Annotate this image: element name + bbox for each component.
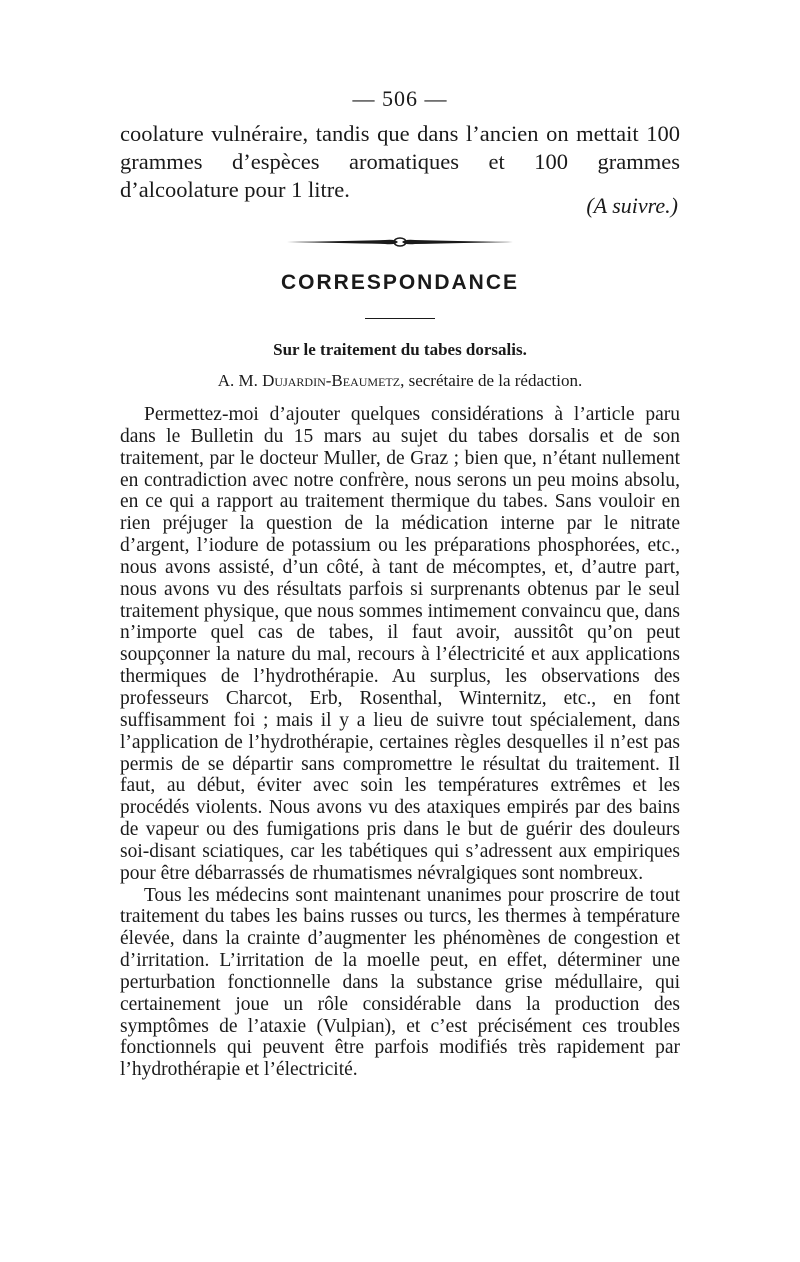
addressee-name: Dujardin-Beaumetz <box>262 371 401 390</box>
addressee-role: , secrétaire de la rédaction. <box>400 371 583 390</box>
page-number: — 506 — <box>352 86 448 111</box>
section-title: CORRESPONDANCE <box>280 271 520 294</box>
letter-addressee <box>0 371 800 391</box>
letter-body <box>120 404 680 1081</box>
decorative-rule-icon <box>285 236 515 248</box>
title-divider <box>365 318 435 319</box>
letter-subject: Sur le traitement du tabes dorsalis. <box>273 340 527 359</box>
letter-paragraph: Tous les médecins sont maintenant unanimes pour proscrire de tout traitement du tabes les bains russes ou turcs, les thermes à température élevée, dans la crainte d’augmenter les phénomènes de congestion et d’irritation. L’irritation de la moelle peut, en effet, déterminer une perturbation fonctionnelle dans la substance grise médullaire, qui certainement joue un rôle considérable dans la production des symptômes de l’ataxie (Vulpian), et c’est précisément ces troubles fonctionnels qui peuvent être parfois modifiés très rapidement par l’hydrothérapie et l’électricité. <box>120 884 680 1081</box>
addressee-prefix: A. M. <box>217 371 258 390</box>
letter-paragraph: Permettez-moi d’ajouter quelques considérations à l’article paru dans le Bulletin du 15 mars au sujet du tabes dorsalis et de son traitement, par le docteur Muller, de Graz ; bien que, n’étant nullement en contradiction avec notre confrère, nous serons un peu moins absolu, en ce qui a rapport au traitement thermique du tabes. Sans vouloir en rien préjuger la question de la médication interne par le nitrate d’argent, l’iodure de potassium ou les préparations phosphorées, etc., nous avons assisté, d’un côté, à tant de mécomptes, et, d’autre part, nous avons vu des résultats parfois si surprenants obtenus par le seul traitement physique, que nous sommes intimement convaincu que, dans n’importe quel cas de tabes, il faut avoir, aussitôt qu’on peut soupçonner la nature du mal, recours à l’électricité et aux applications thermiques de l’hydrothérapie. Au surplus, les observations des professeurs Charcot, Erb, Rosenthal, Winternitz, etc., en font suffisamment foi ; mais il y a lieu de suivre tout spécialement, dans l’application de l’hydrothérapie, certaines règles desquelles il n’est pas permis de se départir sans compromettre le résultat du traitement. Il faut, au début, éviter avec soin les températures extrêmes et les procédés violents. Nous avons vu des ataxiques empirés par des bains de vapeur ou des fumigations pris dans le but de guérir des douleurs soi-disant sciatiques, car les tabétiques qui s’adressent aux empiriques pour être débarrassés de rhumatismes névralgiques sont nombreux. <box>120 404 680 884</box>
to-be-continued-note: (A suivre.) <box>586 193 678 218</box>
previous-article-ending: coolature vulnéraire, tandis que dans l’ancien on mettait 100 grammes d’espèces aromatiques et 100 grammes d’alcoolature pour 1 litre. <box>120 121 680 202</box>
